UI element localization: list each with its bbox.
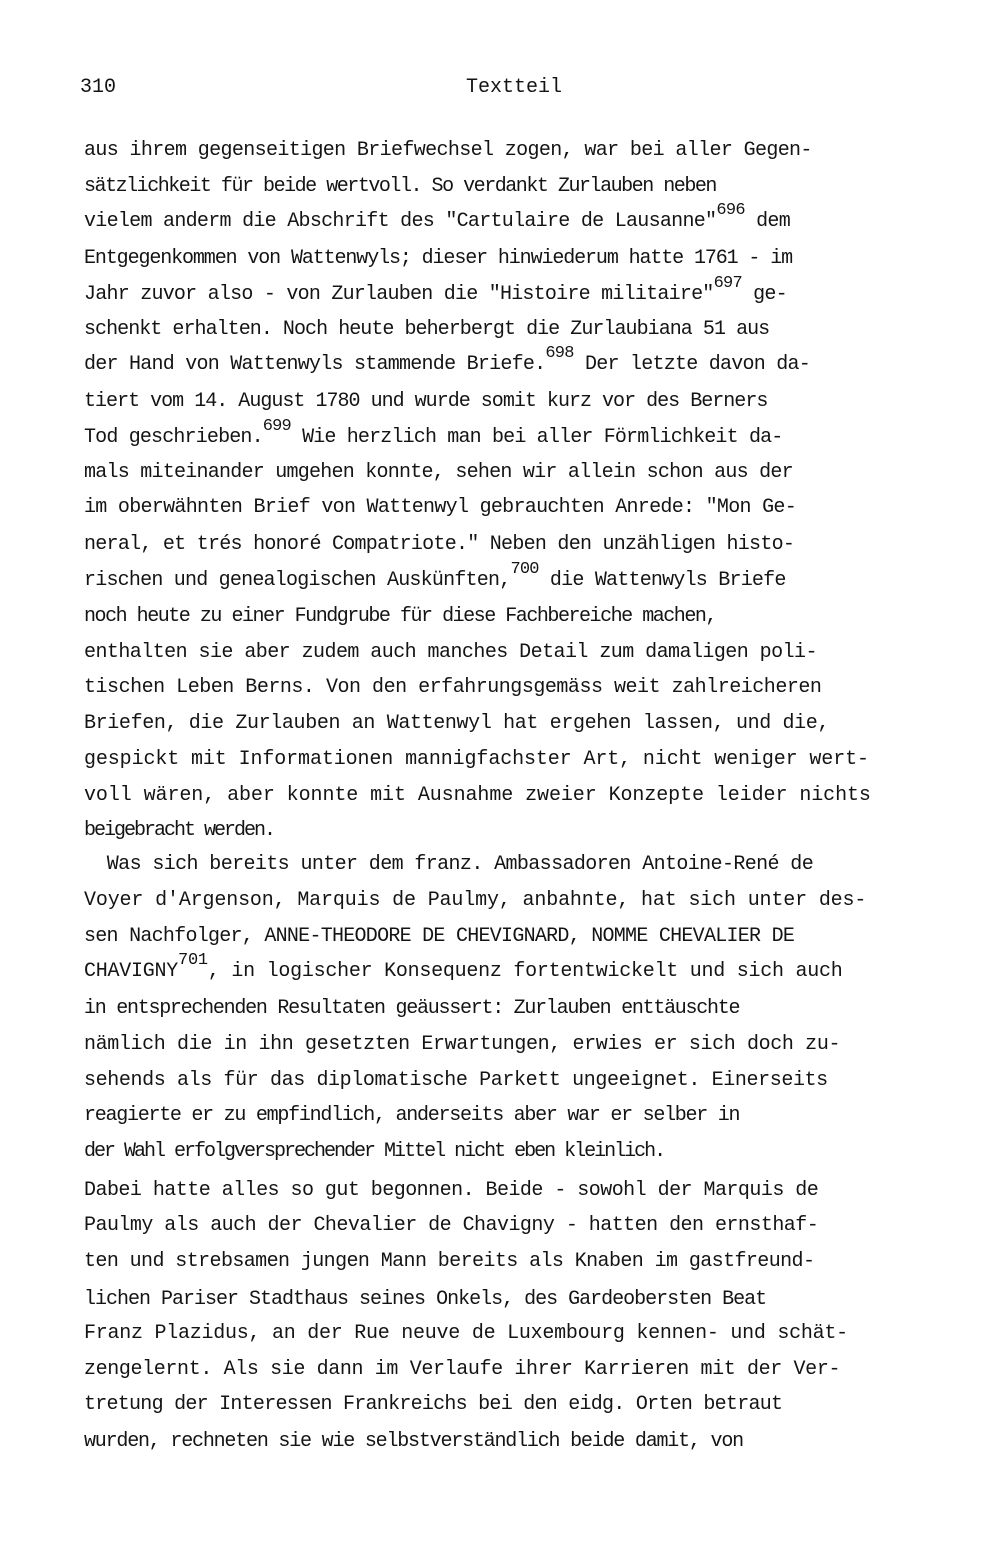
footnote-reference: 698 bbox=[545, 344, 574, 363]
text-line bbox=[84, 392, 984, 412]
line-text: Jahr zuvor also - von Zurlauben die "Histoire militaire" bbox=[84, 283, 714, 306]
text-line bbox=[84, 750, 984, 770]
text-line bbox=[84, 855, 984, 875]
text-line bbox=[84, 560, 984, 592]
line-text: Briefen, die Zurlauben an Wattenwyl hat ergehen lassen, und die, bbox=[84, 712, 830, 735]
text-line bbox=[84, 1106, 984, 1126]
text-line bbox=[84, 141, 984, 161]
text-line bbox=[84, 1071, 984, 1091]
line-text: ten und strebsamen jungen Mann bereits als Knaben im gastfreund- bbox=[84, 1250, 815, 1273]
line-text: Voyer d'Argenson, Marquis de Paulmy, anbahnte, hat sich unter des- bbox=[84, 889, 867, 912]
line-text: dem bbox=[744, 210, 791, 233]
line-text: lichen Pariser Stadthaus seines Onkels, des Gardeobersten Beat bbox=[84, 1288, 767, 1311]
text-line bbox=[84, 951, 984, 983]
line-text: noch heute zu einer Fundgrube für diese Fachbereiche machen, bbox=[84, 605, 716, 628]
text-line bbox=[84, 201, 984, 233]
footnote-reference: 701 bbox=[178, 951, 208, 970]
text-line bbox=[84, 320, 984, 340]
line-text: ge- bbox=[741, 283, 787, 306]
text-line bbox=[84, 1432, 984, 1452]
line-text: gespickt mit Informationen mannigfachster Art, nicht weniger wert- bbox=[84, 748, 869, 771]
line-text: tiert vom 14. August 1780 und wurde somit kurz vor des Berners bbox=[84, 390, 768, 413]
text-line bbox=[84, 1216, 984, 1236]
line-text: Paulmy als auch der Chevalier de Chavigny - hatten den ernsthaf- bbox=[84, 1214, 819, 1237]
line-text: CHAVIGNY bbox=[84, 960, 179, 983]
text-line bbox=[84, 891, 984, 911]
line-text: wurden, rechneten sie wie selbstverständlich beide damit, von bbox=[84, 1430, 743, 1453]
line-text: tretung der Interessen Frankreichs bei den eidg. Orten betraut bbox=[84, 1393, 783, 1416]
footnote-reference: 700 bbox=[510, 560, 539, 579]
line-text: Was sich bereits unter dem franz. Ambassadoren Antoine-René de bbox=[84, 853, 814, 876]
line-text: reagierte er zu empfindlich, anderseits aber war er selber in bbox=[84, 1104, 740, 1127]
text-line bbox=[84, 1360, 984, 1380]
text-line bbox=[84, 786, 984, 806]
text-line bbox=[84, 678, 984, 698]
line-text: sehends als für das diplomatische Parkett ungeeignet. Einerseits bbox=[84, 1069, 828, 1092]
text-line bbox=[84, 1252, 984, 1272]
text-line bbox=[84, 821, 984, 841]
text-line bbox=[84, 274, 984, 306]
line-text: Dabei hatte alles so gut begonnen. Beide - sowohl der Marquis de bbox=[84, 1179, 819, 1202]
line-text: aus ihrem gegenseitigen Briefwechsel zogen, war bei aller Gegen- bbox=[84, 139, 812, 162]
line-text: im oberwähnten Brief von Wattenwyl gebrauchten Anrede: "Mon Ge- bbox=[84, 496, 797, 519]
text-line bbox=[84, 535, 984, 555]
text-line bbox=[84, 498, 984, 518]
line-text: beigebracht werden. bbox=[84, 819, 275, 842]
footnote-reference: 697 bbox=[713, 274, 742, 293]
text-line bbox=[84, 1181, 984, 1201]
line-text: Entgegenkommen von Wattenwyls; dieser hinwiederum hatte 1761 - im bbox=[84, 247, 792, 270]
line-text: sen Nachfolger, ANNE-THEODORE DE CHEVIGNARD, NOMME CHEVALIER DE bbox=[84, 925, 795, 948]
line-text: Der letzte davon da- bbox=[573, 353, 810, 376]
line-text: voll wären, aber konnte mit Ausnahme zweier Konzepte leider nichts bbox=[84, 784, 871, 807]
text-line bbox=[84, 1324, 984, 1344]
line-text: vielem anderm die Abschrift des "Cartulaire de Lausanne" bbox=[84, 210, 717, 233]
line-text: , in logischer Konsequenz fortentwickelt und sich auch bbox=[207, 960, 843, 983]
line-text: rischen und genealogischen Auskünften, bbox=[84, 569, 511, 592]
text-line bbox=[84, 607, 984, 627]
line-text: schenkt erhalten. Noch heute beherbergt die Zurlaubiana 51 aus bbox=[84, 318, 770, 341]
text-line bbox=[84, 417, 984, 449]
line-text: Franz Plazidus, an der Rue neuve de Luxembourg kennen- und schät- bbox=[84, 1322, 848, 1345]
text-line bbox=[84, 249, 984, 269]
text-line bbox=[84, 1395, 984, 1415]
text-line bbox=[84, 344, 984, 376]
line-text: die Wattenwyls Briefe bbox=[538, 569, 786, 592]
footnote-reference: 699 bbox=[262, 417, 291, 436]
line-text: der Hand von Wattenwyls stammende Briefe. bbox=[84, 353, 546, 376]
text-line bbox=[84, 1035, 984, 1055]
line-text: tischen Leben Berns. Von den erfahrungsgemäss weit zahlreicheren bbox=[84, 676, 822, 699]
line-text: Tod geschrieben. bbox=[84, 426, 263, 449]
text-line bbox=[84, 1142, 984, 1162]
line-text: in entsprechenden Resultaten geäussert: Zurlauben enttäuschte bbox=[84, 997, 740, 1020]
text-line bbox=[84, 999, 984, 1019]
text-line bbox=[84, 1290, 984, 1310]
text-line bbox=[84, 714, 984, 734]
running-head: Textteil bbox=[466, 76, 563, 99]
line-text: mals miteinander umgehen konnte, sehen wir allein schon aus der bbox=[84, 461, 793, 484]
line-text: der Wahl erfolgversprechender Mittel nicht eben kleinlich. bbox=[84, 1140, 665, 1163]
text-line bbox=[84, 463, 984, 483]
page-number: 310 bbox=[80, 76, 117, 99]
footnote-reference: 696 bbox=[716, 201, 745, 220]
line-text: neral, et trés honoré Compatriote." Neben den unzähligen histo- bbox=[84, 533, 795, 556]
line-text: zengelernt. Als sie dann im Verlaufe ihrer Karrieren mit der Ver- bbox=[84, 1358, 841, 1381]
text-line bbox=[84, 177, 984, 197]
line-text: sätzlichkeit für beide wertvoll. So verdankt Zurlauben neben bbox=[84, 175, 716, 198]
text-line bbox=[84, 643, 984, 663]
text-line bbox=[84, 927, 984, 947]
line-text: Wie herzlich man bei aller Förmlichkeit da- bbox=[290, 426, 783, 449]
line-text: nämlich die in ihn gesetzten Erwartungen, erwies er sich doch zu- bbox=[84, 1033, 841, 1056]
line-text: enthalten sie aber zudem auch manches Detail zum damaligen poli- bbox=[84, 641, 817, 664]
